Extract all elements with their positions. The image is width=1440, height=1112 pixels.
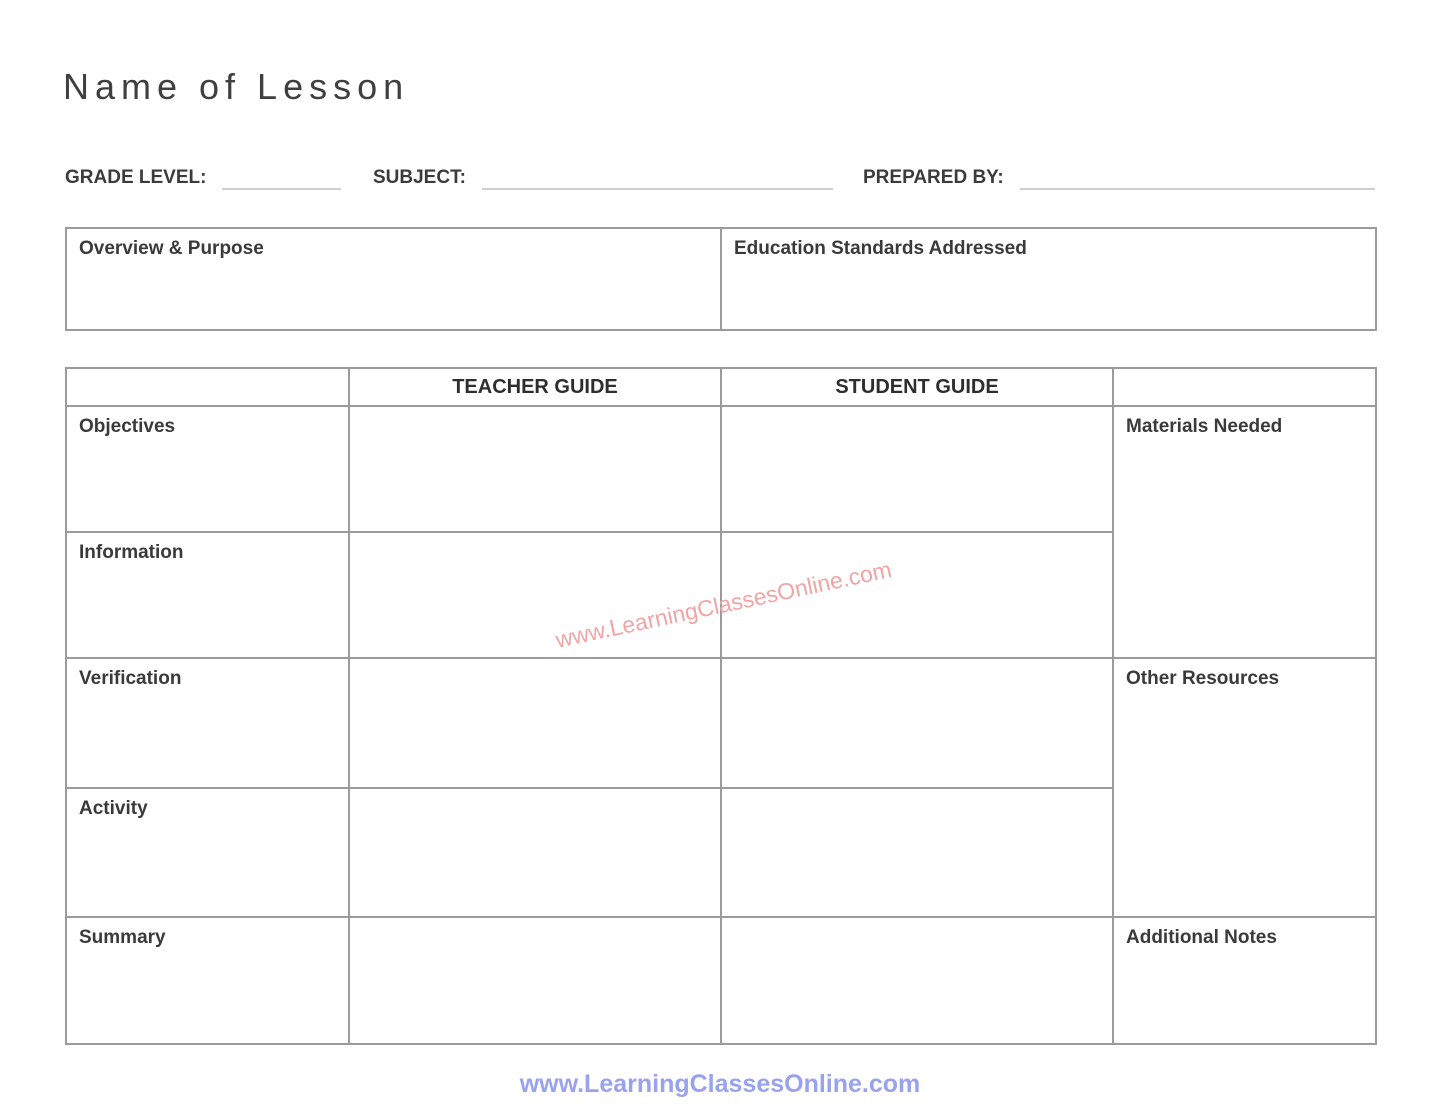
overview-table-row	[66, 228, 1376, 330]
materials-needed-label: Materials Needed	[1126, 416, 1283, 437]
information-label: Information	[79, 542, 184, 563]
summary-student-cell[interactable]	[721, 917, 1113, 1044]
table-row-objectives	[66, 406, 1376, 532]
lesson-grid-table	[65, 367, 1377, 1045]
information-teacher-cell[interactable]	[349, 532, 721, 658]
overview-purpose-cell[interactable]	[66, 228, 721, 330]
education-standards-cell[interactable]	[721, 228, 1376, 330]
objectives-label: Objectives	[79, 416, 176, 437]
verification-teacher-cell[interactable]	[349, 658, 721, 788]
additional-notes-label: Additional Notes	[1126, 927, 1277, 948]
verification-label: Verification	[79, 668, 182, 689]
prepared-by-label: PREPARED BY:	[863, 167, 1004, 188]
verification-student-cell[interactable]	[721, 658, 1113, 788]
overview-purpose-label: Overview & Purpose	[79, 238, 264, 259]
subject-field	[373, 166, 833, 190]
prepared-by-input-line[interactable]	[1020, 168, 1375, 190]
teacher-guide-header-cell	[349, 368, 721, 406]
activity-student-cell[interactable]	[721, 788, 1113, 917]
subject-input-line[interactable]	[482, 168, 833, 190]
header-fields-row	[65, 166, 1375, 190]
activity-teacher-cell[interactable]	[349, 788, 721, 917]
header-empty-cell-right	[1113, 368, 1376, 406]
teacher-guide-header: TEACHER GUIDE	[452, 375, 618, 398]
objectives-label-cell	[66, 406, 349, 532]
other-resources-label: Other Resources	[1126, 668, 1280, 689]
education-standards-label: Education Standards Addressed	[734, 238, 1027, 259]
activity-label: Activity	[79, 798, 148, 819]
objectives-student-cell[interactable]	[721, 406, 1113, 532]
objectives-teacher-cell[interactable]	[349, 406, 721, 532]
information-student-cell[interactable]	[721, 532, 1113, 658]
student-guide-header-cell	[721, 368, 1113, 406]
verification-label-cell	[66, 658, 349, 788]
summary-label: Summary	[79, 927, 166, 948]
footer-website-link[interactable]: www.LearningClassesOnline.com	[519, 1070, 921, 1098]
table-row-verification	[66, 658, 1376, 788]
overview-table	[65, 227, 1377, 331]
table-row-summary	[66, 917, 1376, 1044]
other-resources-cell[interactable]	[1113, 658, 1376, 917]
header-empty-cell	[66, 368, 349, 406]
activity-label-cell	[66, 788, 349, 917]
information-label-cell	[66, 532, 349, 658]
grade-level-input-line[interactable]	[222, 168, 341, 190]
subject-label: SUBJECT:	[373, 167, 466, 188]
grade-level-label: GRADE LEVEL:	[65, 167, 207, 188]
summary-label-cell	[66, 917, 349, 1044]
student-guide-header: STUDENT GUIDE	[835, 375, 999, 398]
page-title: Name of Lesson	[63, 66, 410, 107]
prepared-by-field	[863, 166, 1375, 190]
grade-level-field	[65, 166, 341, 190]
materials-needed-cell[interactable]	[1113, 406, 1376, 658]
guide-header-row	[66, 368, 1376, 406]
additional-notes-cell[interactable]	[1113, 917, 1376, 1044]
summary-teacher-cell[interactable]	[349, 917, 721, 1044]
watermark-text: www.LearningClassesOnline.com	[553, 556, 894, 653]
footer	[0, 1070, 1440, 1099]
